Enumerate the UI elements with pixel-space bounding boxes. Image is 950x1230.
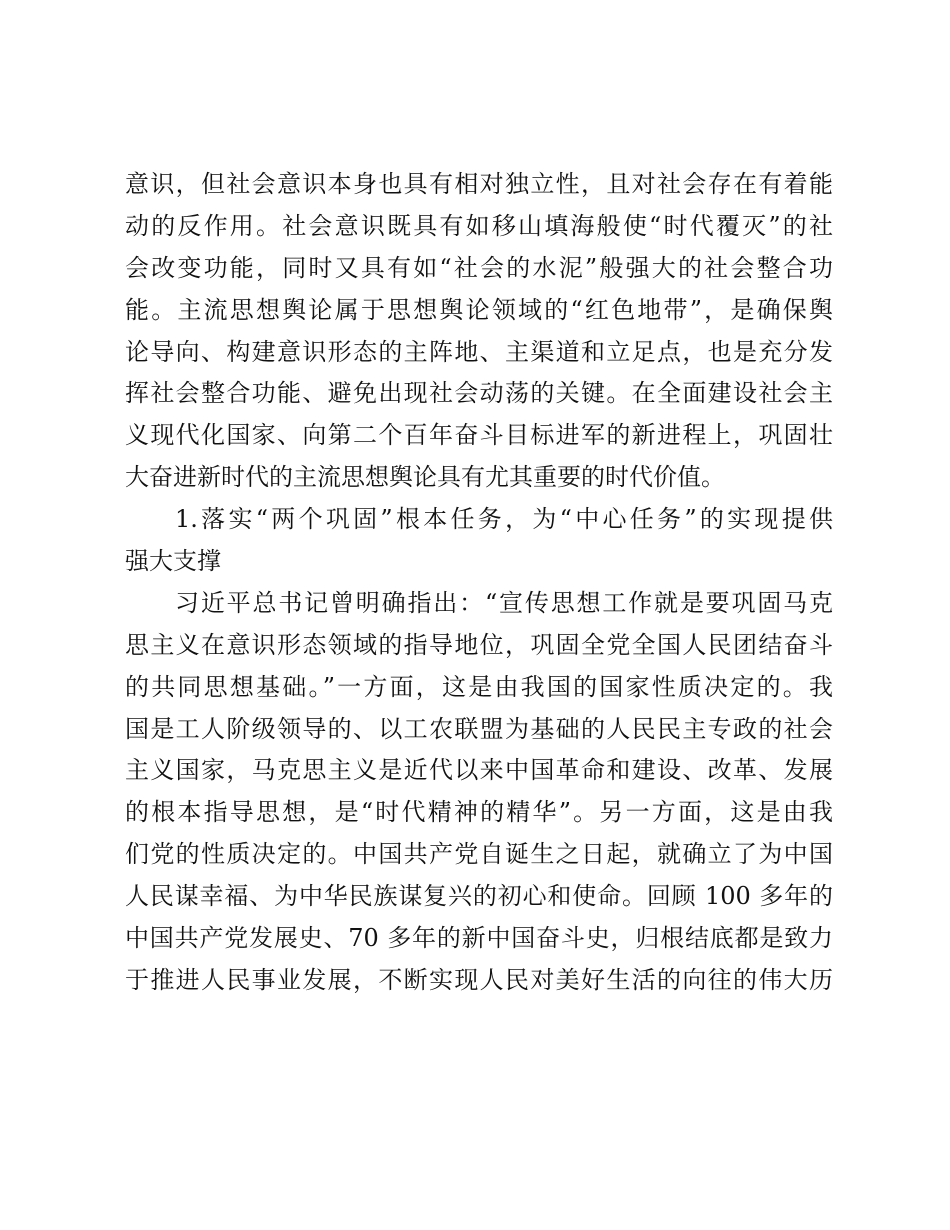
text-line: 的共同思想基础。”一方面，这是由我国的国家性质决定的。我 (125, 672, 833, 701)
text-line: 论导向、构建意识形态的主阵地、主渠道和立足点，也是充分发 (125, 337, 833, 366)
text-line: 能。主流思想舆论属于思想舆论领域的“红色地带”，是确保舆 (125, 295, 833, 324)
text-line: 们党的性质决定的。中国共产党自诞生之日起，就确立了为中国 (125, 840, 833, 869)
text-line: 会改变功能，同时又具有如“社会的水泥”般强大的社会整合功 (125, 253, 833, 282)
heading-line: 强大支撑 (125, 547, 221, 576)
text-line: 挥社会整合功能、避免出现社会动荡的关键。在全面建设社会主 (125, 379, 833, 408)
text-line: 动的反作用。社会意识既具有如移山填海般使“时代覆灭”的社 (125, 211, 833, 240)
text-line: 思主义在意识形态领域的指导地位，巩固全党全国人民团结奋斗 (125, 630, 833, 659)
text-line: 大奋进新时代的主流思想舆论具有尤其重要的时代价值。 (125, 463, 725, 492)
text-line: 义现代化国家、向第二个百年奋斗目标进军的新进程上，巩固壮 (125, 421, 833, 450)
text-line: 主义国家，马克思主义是近代以来中国革命和建设、改革、发展 (125, 756, 833, 785)
text-line: 习近平总书记曾明确指出：“宣传思想工作就是要巩固马克 (175, 588, 833, 617)
text-line: 国是工人阶级领导的、以工农联盟为基础的人民民主专政的社会 (125, 714, 833, 743)
text-line: 的根本指导思想，是“时代精神的精华”。另一方面，这是由我 (125, 798, 833, 827)
text-line: 于推进人民事业发展，不断实现人民对美好生活的向往的伟大历 (125, 965, 833, 994)
text-line: 意识，但社会意识本身也具有相对独立性，且对社会存在有着能 (125, 170, 833, 198)
heading-line: 1.落实“两个巩固”根本任务，为“中心任务”的实现提供 (175, 505, 833, 534)
paragraph-intro (125, 164, 833, 499)
text-line: 人民谋幸福、为中华民族谋复兴的初心和使命。回顾 100 多年的 (125, 882, 833, 911)
text-line: 中国共产党发展史、70 多年的新中国奋斗史，归根结底都是致力 (125, 924, 833, 953)
section-heading (125, 499, 833, 583)
paragraph-body (125, 583, 833, 1002)
document-page (125, 164, 833, 1002)
